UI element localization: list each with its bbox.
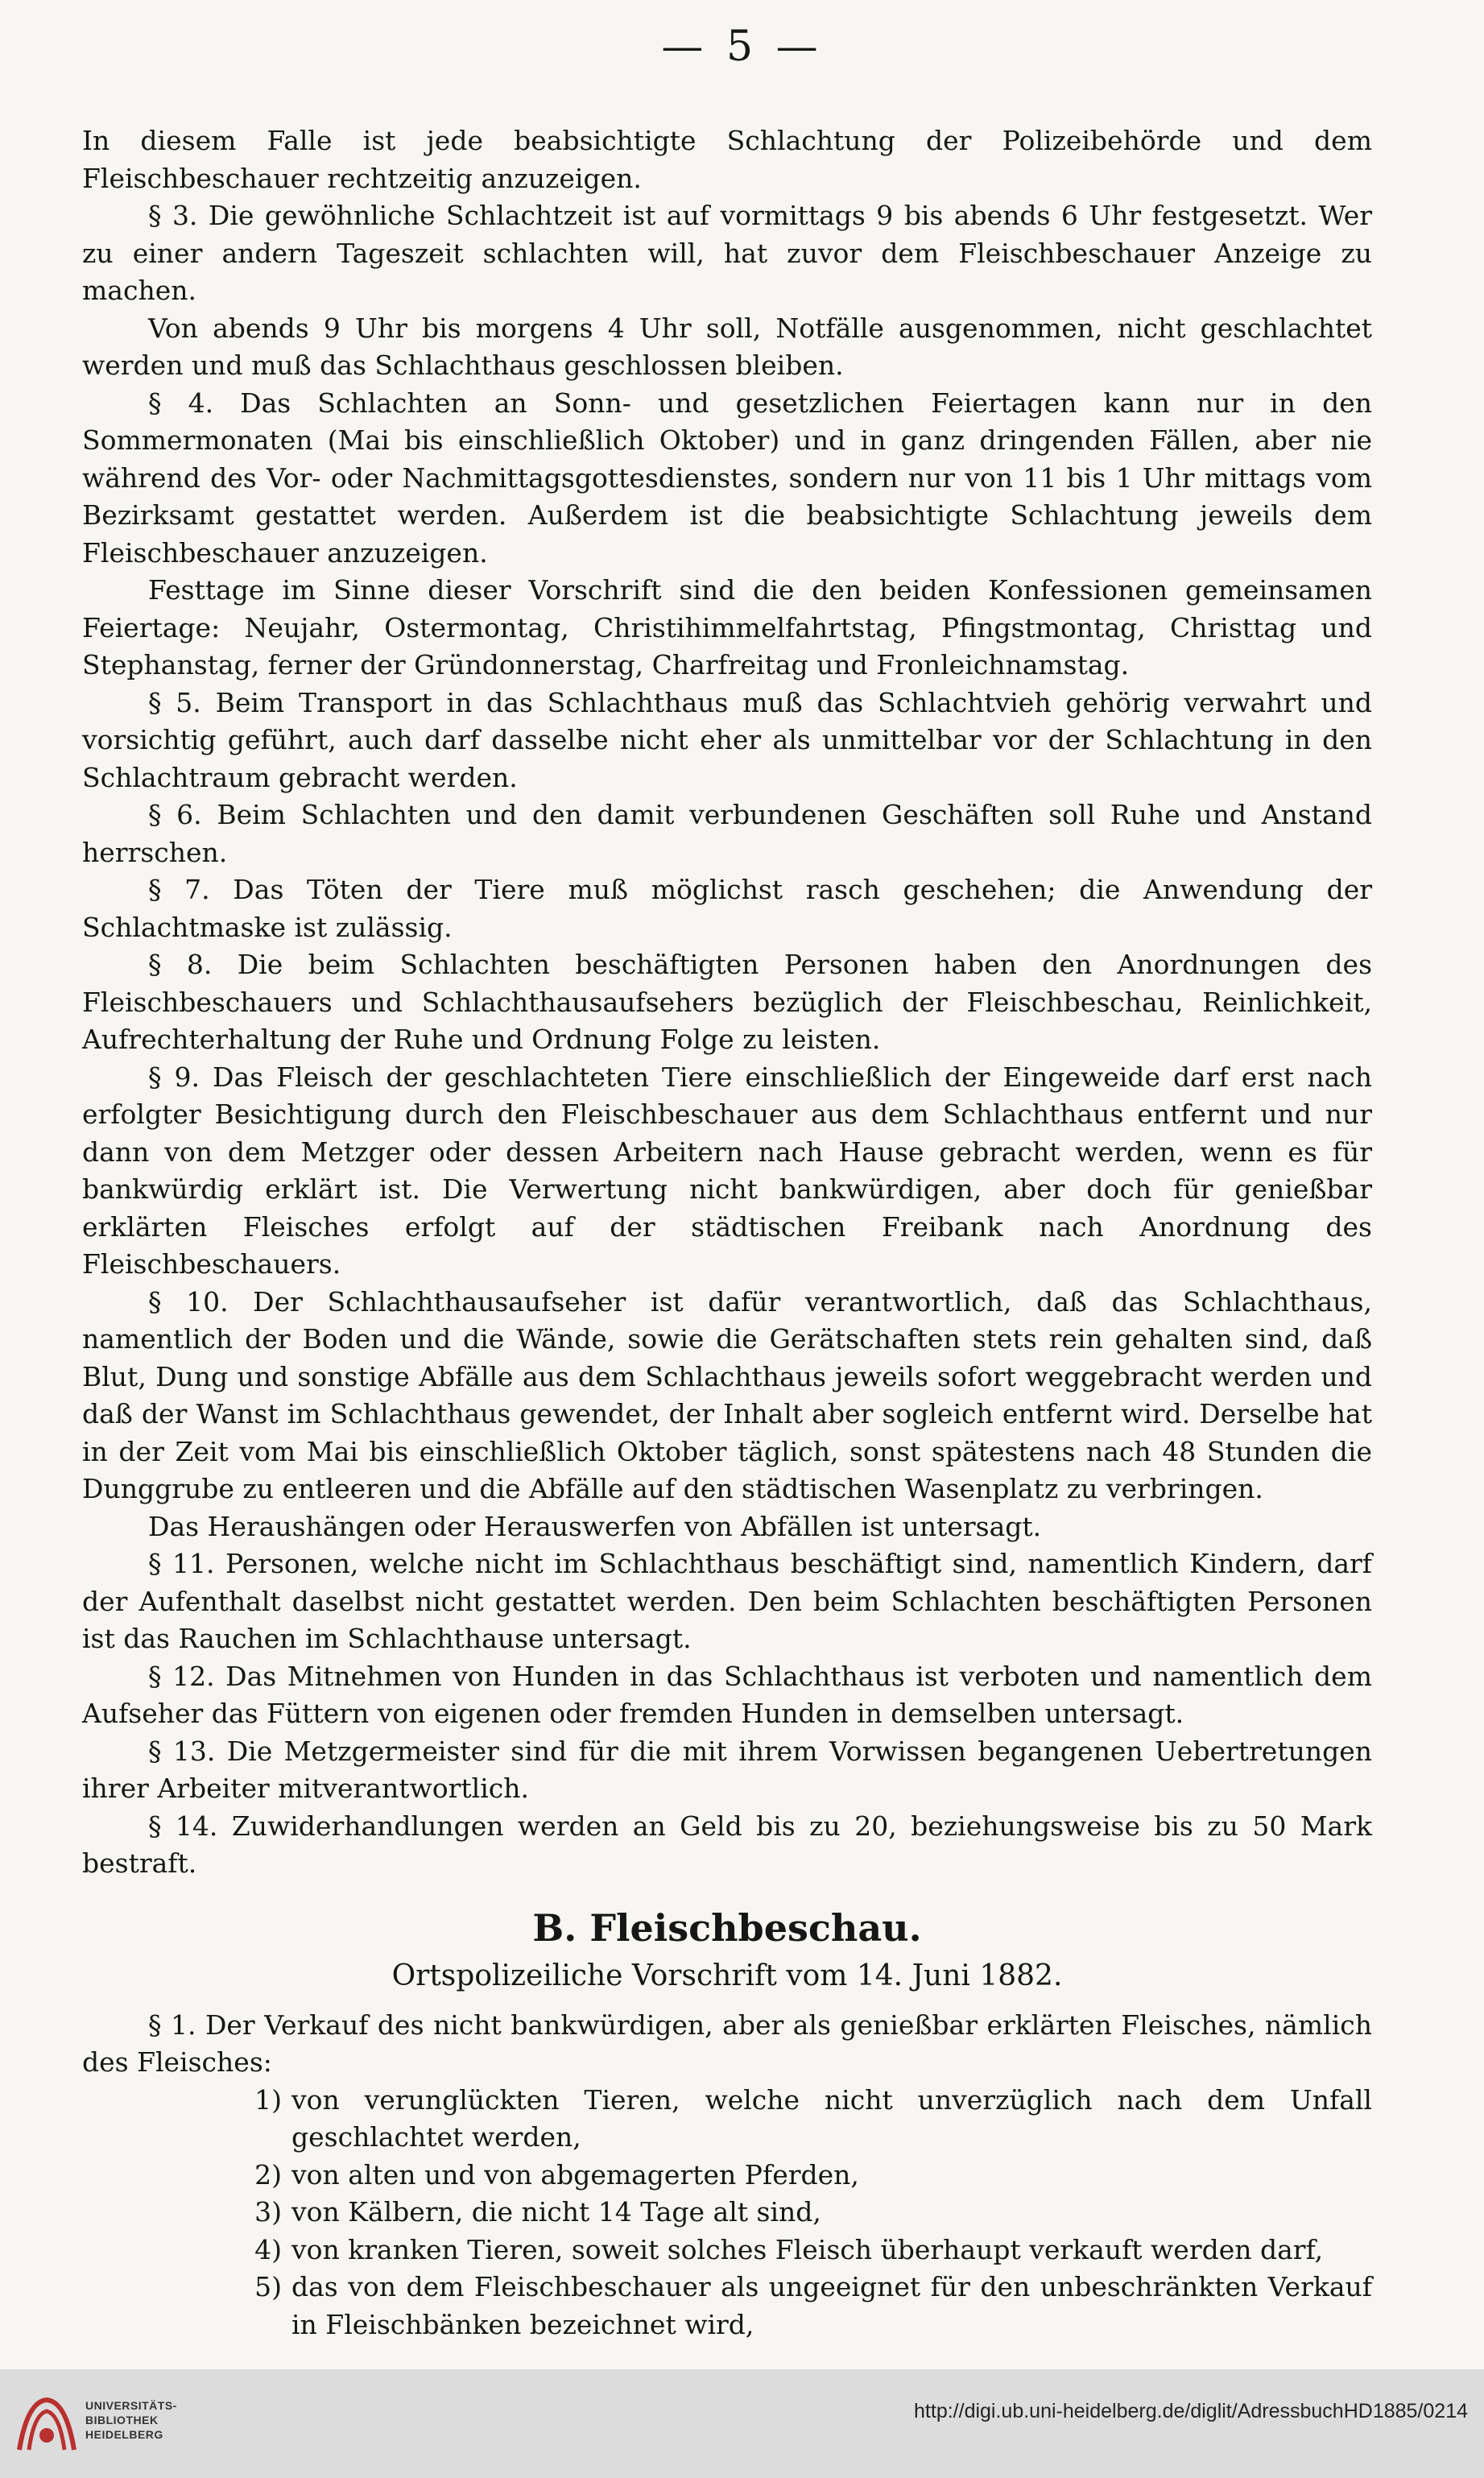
page-number: — 5 —: [661, 23, 823, 71]
paragraph: Festtage im Sinne dieser Vorschrift sind die den beiden Konfessionen gemeinsamen Feiertage: Neujahr, Ostermontag, Christihimmelfahrtstag, Pfingstmontag, Christtag und Stephanstag, ferner der Gründonnerstag, Charfreitag und Fronleichnamstag.: [82, 574, 1372, 681]
list-item: [235, 2269, 1372, 2344]
list-item: [235, 2232, 1372, 2269]
seal-icon: [13, 2393, 81, 2458]
document-body: [82, 122, 1372, 2344]
list-item: [235, 2157, 1372, 2195]
list-item-number: 5): [254, 2271, 282, 2302]
paragraph: In diesem Falle ist jede beabsichtigte Schlachtung der Polizeibehörde und dem Fleischbeschauer rechtzeitig anzuzeigen.: [82, 125, 1372, 194]
list-item-number: 2): [254, 2158, 282, 2190]
list-item: [235, 2082, 1372, 2157]
paragraph: § 4. Das Schlachten an Sonn- und gesetzlichen Feiertagen kann nur in den Sommermonaten (Mai bis einschließlich Oktober) und in ganz dringenden Fällen, aber nie während des Vor- oder Nachmittagsgottesdienstes, sondern nur von 11 bis 1 Uhr mittags vom Bezirksamt gestattet werden. Außerdem ist die beabsichtigte Schlachtung jeweils dem Fleischbeschauer anzuzeigen.: [82, 387, 1372, 569]
list-item-text: von Kälbern, die nicht 14 Tage alt sind,: [291, 2196, 821, 2228]
paragraph: § 12. Das Mitnehmen von Hunden in das Schlachthaus ist verboten und namentlich dem Aufseher das Füttern von eigenen oder fremden Hunden in demselben untersagt.: [82, 1660, 1372, 1729]
paragraph: § 11. Personen, welche nicht im Schlachthaus beschäftigt sind, namentlich Kindern, darf der Aufenthalt daselbst nicht gestattet werden. Den beim Schlachten beschäftigten Personen ist das Rauchen im Schlachthause untersagt.: [82, 1548, 1372, 1654]
paragraph: § 7. Das Töten der Tiere muß möglichst rasch geschehen; die Anwendung der Schlachtmaske ist zulässig.: [82, 874, 1372, 943]
paragraph: Von abends 9 Uhr bis morgens 4 Uhr soll, Notfälle ausgenommen, nicht geschlachtet werden und muß das Schlachthaus geschlossen bleiben.: [82, 312, 1372, 381]
section-intro: § 1. Der Verkauf des nicht bankwürdigen, aber als genießbar erklärten Fleisches, nämlich des Fleisches:: [82, 2008, 1372, 2078]
paragraph: Das Heraushängen oder Herauswerfen von Abfällen ist untersagt.: [148, 1510, 1042, 1542]
paragraph: § 10. Der Schlachthausaufseher ist dafür verantwortlich, daß das Schlachthaus, namentlich der Boden und die Wände, sowie die Gerätschaften stets rein gehalten sind, daß Blut, Dung und sonstige Abfälle aus dem Schlachthaus jeweils sofort weggebracht werden und daß der Wanst im Schlachthaus gewendet, der Inhalt aber sogleich entfernt wird. Derselbe hat in der Zeit vom Mai bis einschließlich Oktober täglich, sonst spätestens nach 48 Stunden die Dunggrube zu entleeren und die Abfälle auf den städtischen Wasenplatz zu verbringen.: [82, 1285, 1372, 1504]
paragraph: § 5. Beim Transport in das Schlachthaus muß das Schlachtvieh gehörig verwahrt und vorsichtig geführt, auch darf dasselbe nicht eher als unmittelbar vor der Schlachtung in den Schlachtraum gebracht werden.: [82, 686, 1372, 793]
footer-bar: [0, 2369, 1484, 2478]
section-subtitle: Ortspolizeiliche Vorschrift vom 14. Juni 1882.: [391, 1959, 1063, 1992]
logo-line-2: BIBLIOTHEK: [85, 2414, 159, 2426]
paragraph: § 3. Die gewöhnliche Schlachtzeit ist auf vormittags 9 bis abends 6 Uhr festgesetzt. Wer zu einer andern Tageszeit schlachten will, hat zuvor dem Fleischbeschauer Anzeige zu machen.: [82, 200, 1372, 306]
list-item-number: 1): [254, 2083, 282, 2116]
list-item-text: von kranken Tieren, soweit solches Fleisch überhaupt verkauft werden darf,: [291, 2233, 1324, 2265]
paragraph: § 13. Die Metzgermeister sind für die mit ihrem Vorwissen begangenen Uebertretungen ihrer Arbeiter mitverantwortlich.: [82, 1735, 1372, 1804]
source-url[interactable]: http://digi.ub.uni-heidelberg.de/diglit/AdressbuchHD1885/0214: [914, 2400, 1468, 2422]
list-item: [235, 2194, 1372, 2232]
logo-line-3: HEIDELBERG: [85, 2428, 163, 2441]
section-title: B. Fleischbeschau.: [532, 1905, 922, 1950]
logo-line-1: UNIVERSITÄTS-: [85, 2399, 177, 2412]
list-item-text: von alten und von abgemagerten Pferden,: [291, 2158, 859, 2190]
list-item-number: 3): [254, 2196, 282, 2228]
list-item-number: 4): [254, 2233, 282, 2265]
paragraph-list: [82, 122, 1372, 1883]
paragraph: § 8. Die beim Schlachten beschäftigten Personen haben den Anordnungen des Fleischbeschauers und Schlachthausaufsehers bezüglich der Fleischbeschau, Reinlichkeit, Aufrechterhaltung der Ruhe und Ordnung Folge zu leisten.: [82, 949, 1372, 1055]
paragraph: § 9. Das Fleisch der geschlachteten Tiere einschließlich der Eingeweide darf erst nach erfolgter Besichtigung durch den Fleischbeschauer aus dem Schlachthaus entfernt und nur dann von dem Metzger oder dessen Arbeitern nach Hause gebracht werden, wenn es für bankwürdig erklärt ist. Die Verwertung nicht bankwürdigen, aber doch für genießbar erklärten Fleisches erfolgt auf der städtischen Freibank nach Anordnung des Fleischbeschauers.: [82, 1061, 1372, 1280]
list-item-text: das von dem Fleischbeschauer als ungeeignet für den unbeschränkten Verkauf in Fleischbänken bezeichnet wird,: [291, 2271, 1372, 2340]
logo-text: [85, 2398, 177, 2442]
list-item-text: von verunglückten Tieren, welche nicht unverzüglich nach dem Unfall geschlachtet werden,: [291, 2083, 1372, 2153]
paragraph: § 14. Zuwiderhandlungen werden an Geld bis zu 20, beziehungsweise bis zu 50 Mark bestraft.: [82, 1810, 1372, 1879]
library-logo[interactable]: [13, 2393, 198, 2458]
enumerated-list: [235, 2082, 1372, 2344]
paragraph: § 6. Beim Schlachten und den damit verbundenen Geschäften soll Ruhe und Anstand herrschen.: [82, 799, 1372, 868]
